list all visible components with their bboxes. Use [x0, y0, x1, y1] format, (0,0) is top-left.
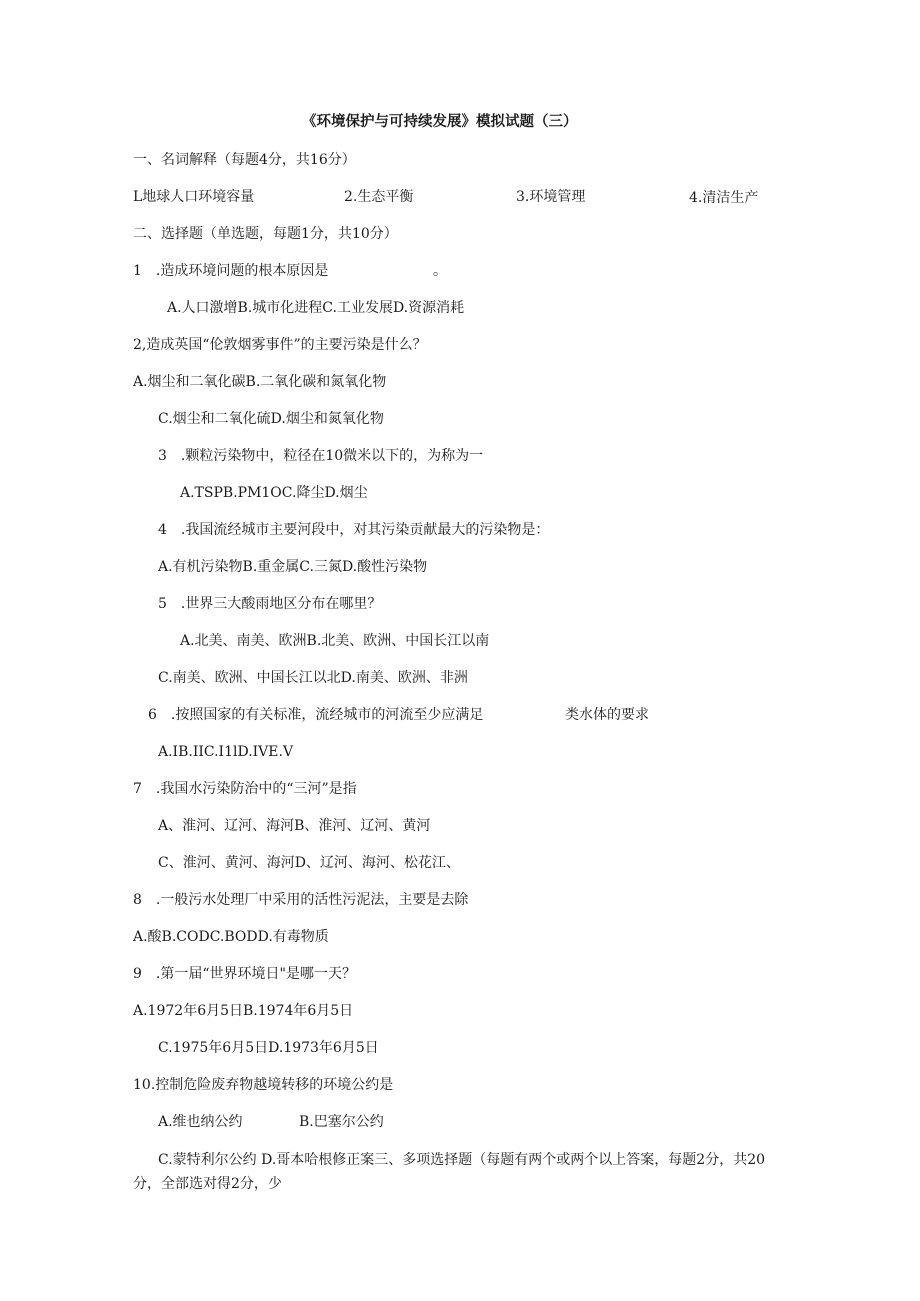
term-3: 3.环境管理 — [516, 189, 586, 205]
question-10-stem: 10.控制危险废弃物越境转移的环境公约是 — [133, 1077, 394, 1093]
question-3-options: A.TSPB.PM1OC.降尘D.烟尘 — [180, 485, 368, 501]
question-10-tail-paragraph: C.蒙特利尔公约 D.哥本哈根修正案三、多项选择题（每题有两个或两个以上答案，每题2分，共20分，全部选对得2分，少 — [133, 1152, 766, 1192]
section-heading-choice: 二、选择题（单选题，每题1分，共10分） — [133, 226, 398, 242]
question-6-options: A.IB.IIC.I1lD.IVE.V — [158, 744, 294, 760]
question-5-options-b: C.南美、欧洲、中国长江以北D.南美、欧洲、非洲 — [158, 670, 468, 686]
question-7-options-a: A、淮河、辽河、海河B、淮河、辽河、黄河 — [158, 818, 431, 834]
question-2-stem: 2,造成英国“伦敦烟雾事件”的主要污染是什么？ — [133, 337, 427, 353]
question-7-options-b: C、淮河、黄河、海河D、辽河、海河、松花江、 — [158, 855, 460, 871]
page-title: 《环境保护与可持续发展》模拟试题（三） — [302, 113, 578, 130]
term-2: 2.生态平衡 — [344, 189, 414, 205]
question-1-stem: 1 .造成环境问题的根本原因是 — [133, 263, 329, 279]
question-9-options-a: A.1972年6月5日B.1974年6月5日 — [133, 1003, 354, 1019]
question-9-stem: 9 .第一届“世界环境日"是哪一天？ — [133, 966, 356, 982]
question-10-option-a: A.维也纳公约 — [158, 1114, 243, 1130]
question-1-blank-end: 。 — [433, 263, 447, 279]
question-2-options-a: A.烟尘和二氧化碳B.二氧化碳和氮氧化物 — [133, 374, 387, 390]
question-2-options-b: C.烟尘和二氧化硫D.烟尘和氮氧化物 — [158, 411, 384, 427]
question-8-stem: 8 .一般污水处理厂中采用的活性污泥法，主要是去除 — [133, 892, 469, 908]
question-6-stem-end: 类水体的要求 — [565, 707, 649, 723]
term-1: L地球人口环境容量 — [133, 189, 255, 205]
question-9-options-b: C.1975年6月5日D.1973年6月5日 — [158, 1040, 379, 1056]
term-4: 4.清洁生产 — [689, 190, 759, 206]
question-3-stem: 3 .颗粒污染物中，粒径在10微米以下的，为称为一 — [158, 448, 484, 464]
question-4-stem: 4 .我国流经城市主要河段中，对其污染贡献最大的污染物是： — [158, 522, 550, 538]
question-7-stem: 7 .我国水污染防治中的“三河”是指 — [133, 781, 357, 797]
question-10-option-b: B.巴塞尔公约 — [299, 1114, 384, 1130]
question-5-stem: 5 .世界三大酸雨地区分布在哪里？ — [158, 596, 382, 612]
question-1-options: A.人口激增B.城市化进程C.工业发展D.资源消耗 — [167, 300, 465, 316]
question-4-options: A.有机污染物B.重金属C.三氮D.酸性污染物 — [158, 559, 428, 575]
section-heading-definitions: 一、名词解释（每题4分，共16分） — [133, 152, 356, 168]
question-5-options-a: A.北美、南美、欧洲B.北美、欧洲、中国长江以南 — [180, 633, 490, 649]
question-6-stem: 6 .按照国家的有关标准，流经城市的河流至少应满足 — [148, 707, 484, 723]
question-8-options: A.酸B.CODC.BODD.有毒物质 — [133, 929, 329, 945]
